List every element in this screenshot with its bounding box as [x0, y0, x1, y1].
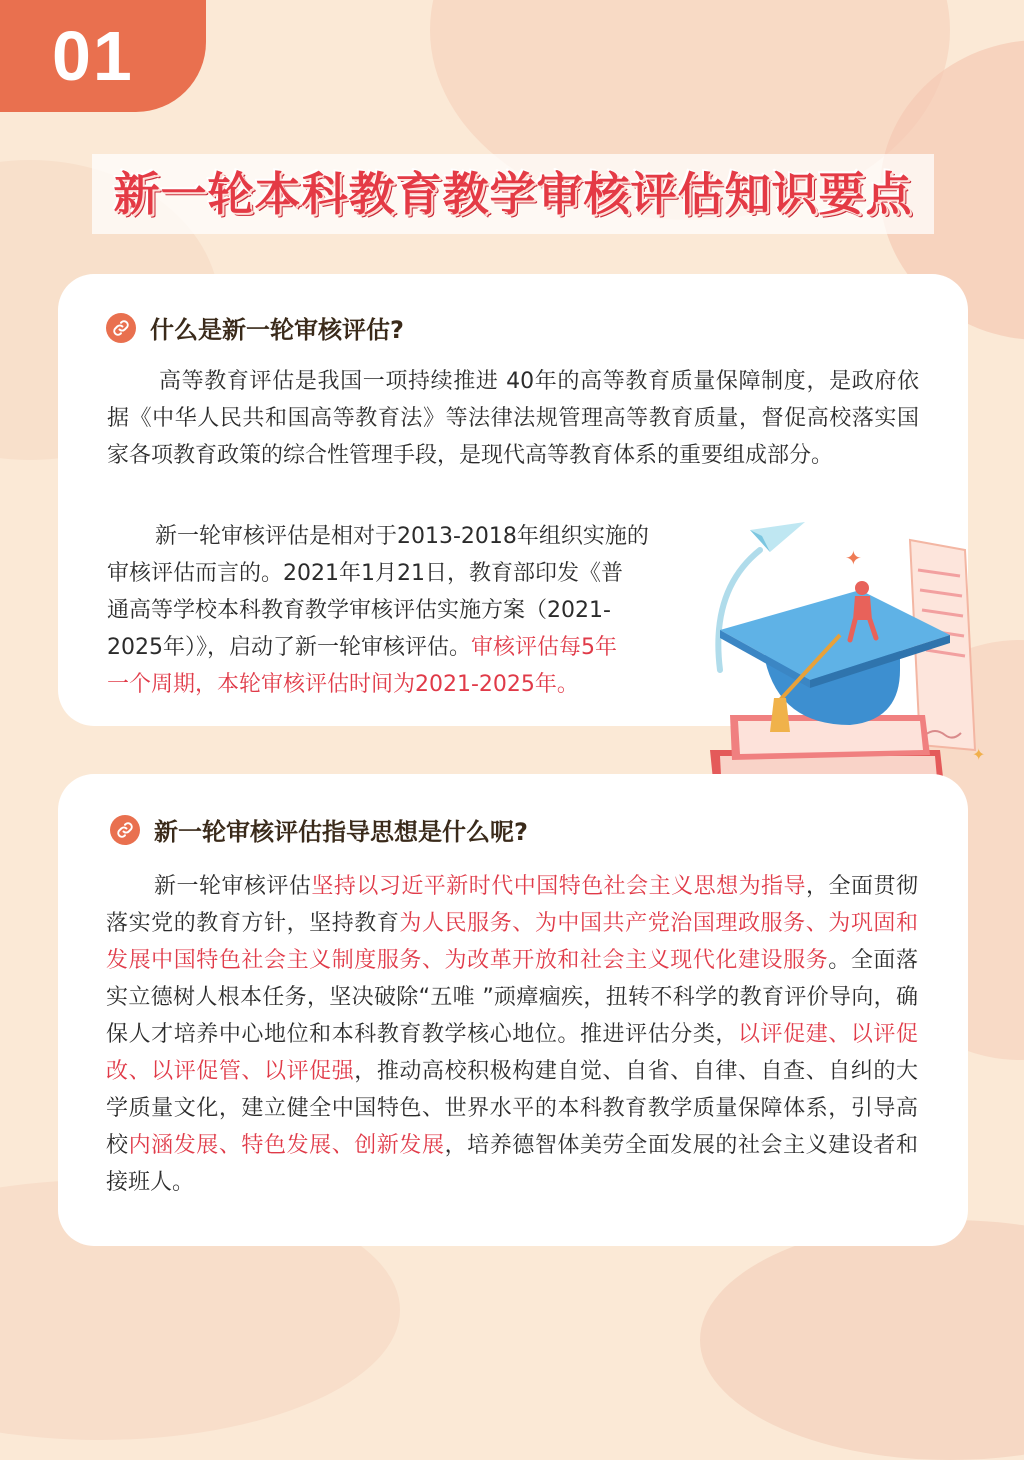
- paragraph-guiding-thought: [106, 868, 918, 1201]
- text-span: ，推动高校积极构建自觉、自省、自律、自查、自纠的大学质量文化，建立健全中国特色、世界水平的本科教育教学质量保障体系，引导高校: [106, 1059, 918, 1158]
- text-span: 。全面落实立德树人根本任务，坚决破除“五唯 ”顽瘴痼疾，扭转不科学的教育评价导向，确保人才培养中心地位和本科教育教学核心地位。推进评估分类，: [106, 948, 918, 1047]
- paragraph-evaluation-intro: 高等教育评估是我国一项持续推进 40年的高等教育质量保障制度，是政府依据《中华人民共和国高等教育法》等法律法规管理高等教育质量，督促高校落实国家各项教育政策的综合性管理手段，是现代高等教育体系的重要组成部分。: [107, 369, 919, 468]
- section-heading-text: 什么是新一轮审核评估?: [150, 316, 404, 344]
- page-title: 新一轮本科教育教学审核评估知识要点: [113, 167, 913, 221]
- link-icon: [106, 313, 136, 343]
- text-line: [107, 629, 682, 666]
- text-span: 2025年）》，启动了新一轮审核评估。: [107, 635, 471, 660]
- highlight-text: 一个周期，本轮审核评估时间为2021-2025年。: [107, 672, 579, 697]
- graduation-cap-books-illustration: [690, 510, 990, 810]
- highlight-text: 内涵发展、特色发展、创新发展: [128, 1133, 445, 1158]
- sparkle-icon: ✦: [845, 546, 862, 570]
- sparkle-icon: ✦: [972, 745, 986, 764]
- section-heading-what-is: [106, 310, 404, 345]
- text-span: ，培养德智体美劳全面发展的社会主义建设者和接班人。: [106, 1133, 918, 1195]
- background-blob: [700, 1220, 1024, 1460]
- link-icon: [110, 815, 140, 845]
- text-span: 新一轮审核评估: [154, 874, 312, 899]
- highlight-text: 坚持以习近平新时代中国特色社会主义思想为指导: [311, 874, 807, 899]
- text-line: 新一轮审核评估是相对于2013-2018年组织实施的: [155, 524, 649, 549]
- section-heading-guiding-thought: [110, 812, 528, 847]
- text-line: 通高等学校本科教育教学审核评估实施方案（2021-: [107, 598, 611, 623]
- highlight-text: 为人民服务、为中国共产党治国理政服务、为巩固和发展中国特色社会主义制度服务、为改革开放和社会主义现代化建设服务: [106, 911, 918, 973]
- highlight-text: 以评促建、以评促改、以评促管、以评促强: [106, 1022, 918, 1084]
- section-heading-text: 新一轮审核评估指导思想是什么呢?: [154, 818, 528, 846]
- text-span: ，全面贯彻落实党的教育方针，坚持教育: [106, 874, 918, 936]
- paper-plane-icon: [750, 522, 805, 552]
- paragraph-new-round: [107, 518, 682, 703]
- section-number: 01: [52, 17, 134, 95]
- text-line: 审核评估而言的。2021年1月21日，教育部印发《普: [107, 561, 623, 586]
- highlight-text: 审核评估每5年: [471, 635, 617, 660]
